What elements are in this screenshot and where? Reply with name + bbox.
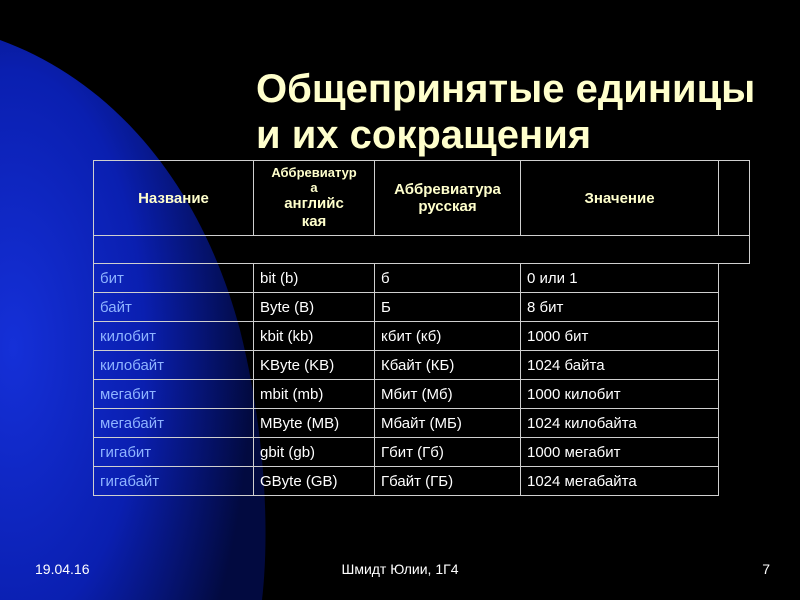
row-filler — [719, 293, 750, 322]
header-abbr-ru-line1: Аббревиатура — [394, 181, 501, 198]
cell-value: 1000 мегабит — [521, 438, 719, 467]
cell-unit-name: бит — [94, 264, 254, 293]
header-abbr-en-line3: английс — [284, 195, 344, 212]
cell-abbr-en: mbit (mb) — [254, 380, 375, 409]
units-table — [93, 160, 750, 496]
cell-abbr-en: GByte (GB) — [254, 467, 375, 496]
cell-unit-name: килобайт — [94, 351, 254, 380]
header-value: Значение — [521, 161, 719, 236]
header-abbr-ru — [375, 161, 521, 236]
cell-abbr-en: KByte (KB) — [254, 351, 375, 380]
row-filler — [719, 264, 750, 293]
table-row — [94, 438, 750, 467]
cell-value: 1024 байта — [521, 351, 719, 380]
cell-abbr-ru: Мбайт (МБ) — [375, 409, 521, 438]
cell-abbr-en: kbit (kb) — [254, 322, 375, 351]
spacer-cell — [94, 236, 750, 264]
slide-title-line1: Общепринятые единицы — [256, 67, 756, 111]
cell-abbr-ru: кбит (кб) — [375, 322, 521, 351]
header-abbr-en-line1: Аббревиатур — [271, 165, 357, 180]
header-name: Название — [94, 161, 254, 236]
cell-abbr-ru: Кбайт (КБ) — [375, 351, 521, 380]
cell-value: 1000 килобит — [521, 380, 719, 409]
table-row — [94, 264, 750, 293]
cell-value: 8 бит — [521, 293, 719, 322]
header-abbr-en-line2: а — [310, 180, 318, 195]
header-extension — [719, 161, 750, 236]
cell-unit-name: мегабит — [94, 380, 254, 409]
cell-abbr-en: bit (b) — [254, 264, 375, 293]
cell-unit-name: гигабит — [94, 438, 254, 467]
table-row — [94, 351, 750, 380]
header-abbr-ru-line2: русская — [418, 198, 477, 215]
table-row — [94, 293, 750, 322]
header-abbr-en-line4: кая — [301, 213, 327, 230]
table-spacer-row — [94, 236, 750, 264]
cell-abbr-en: gbit (gb) — [254, 438, 375, 467]
cell-abbr-ru: Гбит (Гб) — [375, 438, 521, 467]
cell-value: 1024 мегабайта — [521, 467, 719, 496]
table-row — [94, 409, 750, 438]
footer-page-number: 7 — [762, 561, 770, 577]
cell-abbr-ru: Б — [375, 293, 521, 322]
footer-date: 19.04.16 — [35, 561, 90, 577]
cell-abbr-ru: Гбайт (ГБ) — [375, 467, 521, 496]
table-row — [94, 322, 750, 351]
header-abbr-en — [254, 161, 375, 236]
cell-value: 1024 килобайта — [521, 409, 719, 438]
slide-title-line2: и их сокращения — [256, 113, 592, 157]
cell-abbr-ru: Мбит (Мб) — [375, 380, 521, 409]
footer-author: Шмидт Юлии, 1Г4 — [341, 561, 459, 577]
cell-value: 0 или 1 — [521, 264, 719, 293]
cell-value: 1000 бит — [521, 322, 719, 351]
row-filler — [719, 351, 750, 380]
slide-title — [256, 66, 786, 158]
cell-unit-name: байт — [94, 293, 254, 322]
cell-unit-name: килобит — [94, 322, 254, 351]
cell-abbr-en: MByte (MB) — [254, 409, 375, 438]
cell-unit-name: гигабайт — [94, 467, 254, 496]
row-filler — [719, 438, 750, 467]
row-filler — [719, 380, 750, 409]
row-filler — [719, 322, 750, 351]
cell-abbr-ru: б — [375, 264, 521, 293]
row-filler — [719, 409, 750, 438]
table-row — [94, 380, 750, 409]
row-filler — [719, 467, 750, 496]
cell-abbr-en: Byte (B) — [254, 293, 375, 322]
table-row — [94, 467, 750, 496]
cell-unit-name: мегабайт — [94, 409, 254, 438]
table-header-row — [94, 161, 750, 236]
